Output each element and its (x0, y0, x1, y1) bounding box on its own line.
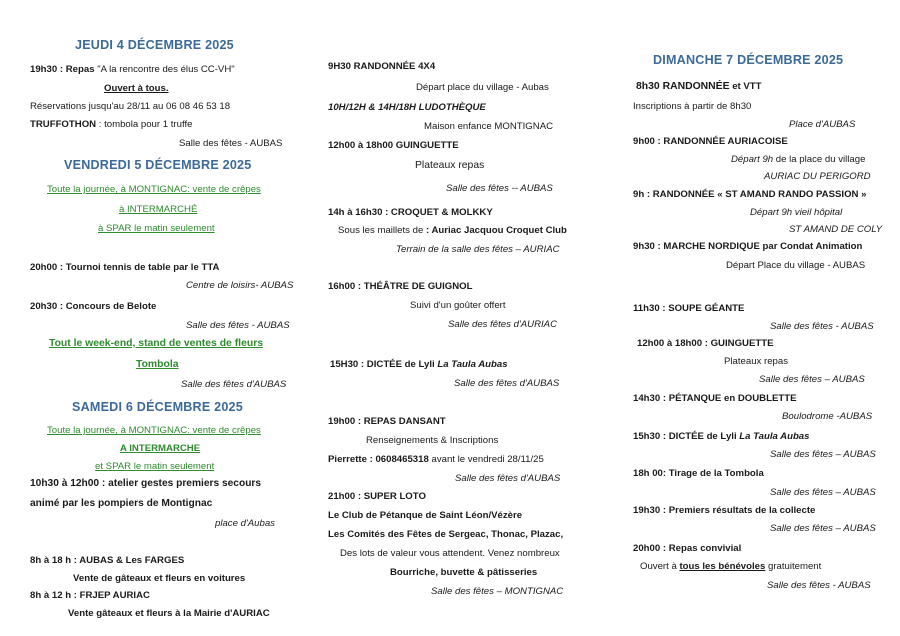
tombola: Tombola (136, 359, 179, 370)
event-location: Départ Place du village - AUBAS (726, 260, 866, 271)
event-text: "A la rencontre des élus CC-VH" (94, 64, 235, 75)
event-dictee (633, 431, 809, 443)
event-text: de la place du village (773, 154, 866, 165)
green-notice: A INTERMARCHE (120, 443, 201, 454)
reservations-text: Réservations jusqu'au 28/11 au 06 08 46 53 18 (30, 101, 231, 112)
event-text: Vente gâteaux et fleurs à la Mairie d'AURIAC (68, 608, 270, 619)
event-super-loto: 21h00 : SUPER LOTO (328, 491, 426, 502)
event-aubas-farges: 8h à 18 h : AUBAS & Les FARGES (30, 555, 185, 566)
event-croquet: 14h à 16h30 : CROQUET & MOLKKY (328, 207, 493, 218)
open-to-all: Ouvert à tous. (104, 83, 169, 94)
event-location: Place d'AUBAS (789, 119, 856, 130)
volunteers-emphasis: tous les bénévoles (679, 561, 766, 572)
event-soupe-geante: 11h30 : SOUPE GÉANTE (633, 303, 745, 314)
event-location: Terrain de la salle des fêtes – AURIAC (396, 244, 560, 255)
day-heading-saturday: SAMEDI 6 DÉCEMBRE 2025 (72, 400, 243, 414)
event-location: Salle des fêtes – AUBAS (770, 523, 876, 534)
green-notice: à INTERMARCHÉ (119, 204, 198, 215)
day-heading-friday: VENDREDI 5 DÉCEMBRE 2025 (64, 158, 252, 172)
event-location: Salle des fêtes d'AUBAS (181, 379, 287, 390)
event-belote: 20h30 : Concours de Belote (30, 301, 157, 312)
event-location: Salle des fêtes - AUBAS (179, 138, 283, 149)
event-marche-nordique: 9h30 : MARCHE NORDIQUE par Condat Animation (633, 241, 863, 252)
contact-phone: Pierrette : 0608465318 (328, 454, 429, 465)
event-title-italic: La Taula Aubas (437, 359, 508, 370)
event-location: Boulodrome -AUBAS (782, 411, 873, 422)
event-title: 8h30 RANDONNÉE (636, 81, 730, 92)
event-text: Vente de gâteaux et fleurs en voitures (73, 573, 246, 584)
event-petanque: 14h30 : PÉTANQUE en DOUBLETTE (633, 393, 797, 404)
event-first-aid-subtitle: animé par les pompiers de Montignac (30, 498, 213, 509)
event-location: ST AMAND DE COLY (789, 224, 883, 235)
event-collecte-results: 19h30 : Premiers résultats de la collecte (633, 505, 816, 516)
event-text: Suivi d'un goûter offert (410, 300, 506, 311)
event-text: Sous les maillets de (338, 225, 426, 236)
event-text: Ouvert à (640, 561, 680, 572)
event-location: Départ place du village - Aubas (416, 82, 549, 93)
event-ludotheque: 10H/12H & 14H/18H LUDOTHÈQUE (328, 102, 486, 113)
event-title: TRUFFOTHON (30, 119, 97, 130)
event-title-italic: La Taula Aubas (739, 431, 810, 442)
event-randonnee-auriacoise: 9h00 : RANDONNÉE AURIACOISE (633, 136, 788, 147)
event-first-aid: 10h30 à 12h00 : atelier gestes premiers secours (30, 478, 262, 489)
event-location (731, 154, 865, 166)
event-text: Le Club de Pétanque de Saint Léon/Vézère (328, 510, 523, 521)
event-title: et VTT (729, 81, 762, 92)
event-frjep: 8h à 12 h : FRJEP AURIAC (30, 590, 150, 601)
event-location: Salle des fêtes – AUBAS (770, 487, 876, 498)
event-text: Départ 9h (731, 154, 774, 165)
event-location: Salle des fêtes – AUBAS (770, 449, 876, 460)
event-randonnee-vtt (636, 81, 762, 93)
event-location: Salle des fêtes – AUBAS (759, 374, 865, 385)
event-repas-convivial: 20h00 : Repas convivial (633, 543, 742, 554)
event-text: Bourriche, buvette & pâtisseries (390, 567, 538, 578)
event-location: Départ 9h vieil hôpital (750, 207, 843, 218)
event-dictee (330, 359, 508, 371)
event-truffothon (30, 119, 192, 131)
event-text (338, 225, 567, 237)
event-text: Inscriptions à partir de 8h30 (633, 101, 752, 112)
event-guignol: 16h00 : THÉÂTRE DE GUIGNOL (328, 281, 473, 292)
green-notice: à SPAR le matin seulement (98, 223, 215, 234)
event-repas-elus (30, 64, 235, 76)
event-tombola-draw: 18h 00: Tirage de la Tombola (633, 468, 764, 479)
event-location: Salle des fêtes -- AUBAS (446, 183, 553, 194)
event-title: 15H30 : DICTÉE de Lyli (330, 359, 438, 370)
event-contact (328, 454, 544, 466)
event-location: Salle des fêtes - AUBAS (186, 320, 290, 331)
day-heading-thursday: JEUDI 4 DÉCEMBRE 2025 (75, 38, 234, 52)
event-text: Plateaux repas (415, 160, 485, 171)
event-title: 15h30 : DICTÉE de Lyli (633, 431, 740, 442)
event-location: Salle des fêtes d'AURIAC (448, 319, 558, 330)
event-text: Plateaux repas (724, 356, 788, 367)
event-location: place d'Aubas (215, 518, 275, 529)
event-text (640, 561, 821, 573)
club-name: : Auriac Jacquou Croquet Club (425, 225, 567, 236)
event-text: Renseignements & Inscriptions (366, 435, 499, 446)
event-text: Les Comités des Fêtes de Sergeac, Thonac, Plazac, (328, 529, 564, 540)
event-location: Salle des fêtes - AUBAS (770, 321, 874, 332)
event-repas-dansant: 19h00 : REPAS DANSANT (328, 416, 446, 427)
event-location: Salle des fêtes – MONTIGNAC (431, 586, 564, 597)
event-location: Salle des fêtes - AUBAS (767, 580, 871, 591)
event-location: Centre de loisirs- AUBAS (186, 280, 294, 291)
event-st-amand: 9h : RANDONNÉE « ST AMAND RANDO PASSION » (633, 189, 867, 200)
event-randonnee-4x4: 9H30 RANDONNÉE 4X4 (328, 61, 436, 72)
day-heading-sunday: DIMANCHE 7 DÉCEMBRE 2025 (653, 53, 844, 67)
event-guinguette: 12h00 à 18h00 GUINGUETTE (328, 140, 459, 151)
event-guinguette: 12h00 à 18h00 : GUINGUETTE (637, 338, 774, 349)
event-text: gratuitement (765, 561, 822, 572)
event-location: Maison enfance MONTIGNAC (424, 121, 554, 132)
green-notice: Toute la journée, à MONTIGNAC: vente de crêpes (47, 425, 261, 436)
green-notice: Toute la journée, à MONTIGNAC: vente de crêpes (47, 184, 261, 195)
green-notice: et SPAR le matin seulement (95, 461, 215, 472)
event-text: Des lots de valeur vous attendent. Venez nombreux (340, 548, 560, 559)
event-location: Salle des fêtes d'AUBAS (454, 378, 560, 389)
event-text: avant le vendredi 28/11/25 (428, 454, 544, 465)
event-location: AURIAC DU PERIGORD (764, 171, 871, 182)
event-location: Salle des fêtes d'AUBAS (455, 473, 561, 484)
event-time: 19h30 : Repas (30, 64, 95, 75)
weekend-stand: Tout le week-end, stand de ventes de fleurs (49, 338, 264, 349)
event-text: : tombola pour 1 truffe (96, 119, 193, 130)
event-tennis: 20h00 : Tournoi tennis de table par le TTA (30, 262, 220, 273)
